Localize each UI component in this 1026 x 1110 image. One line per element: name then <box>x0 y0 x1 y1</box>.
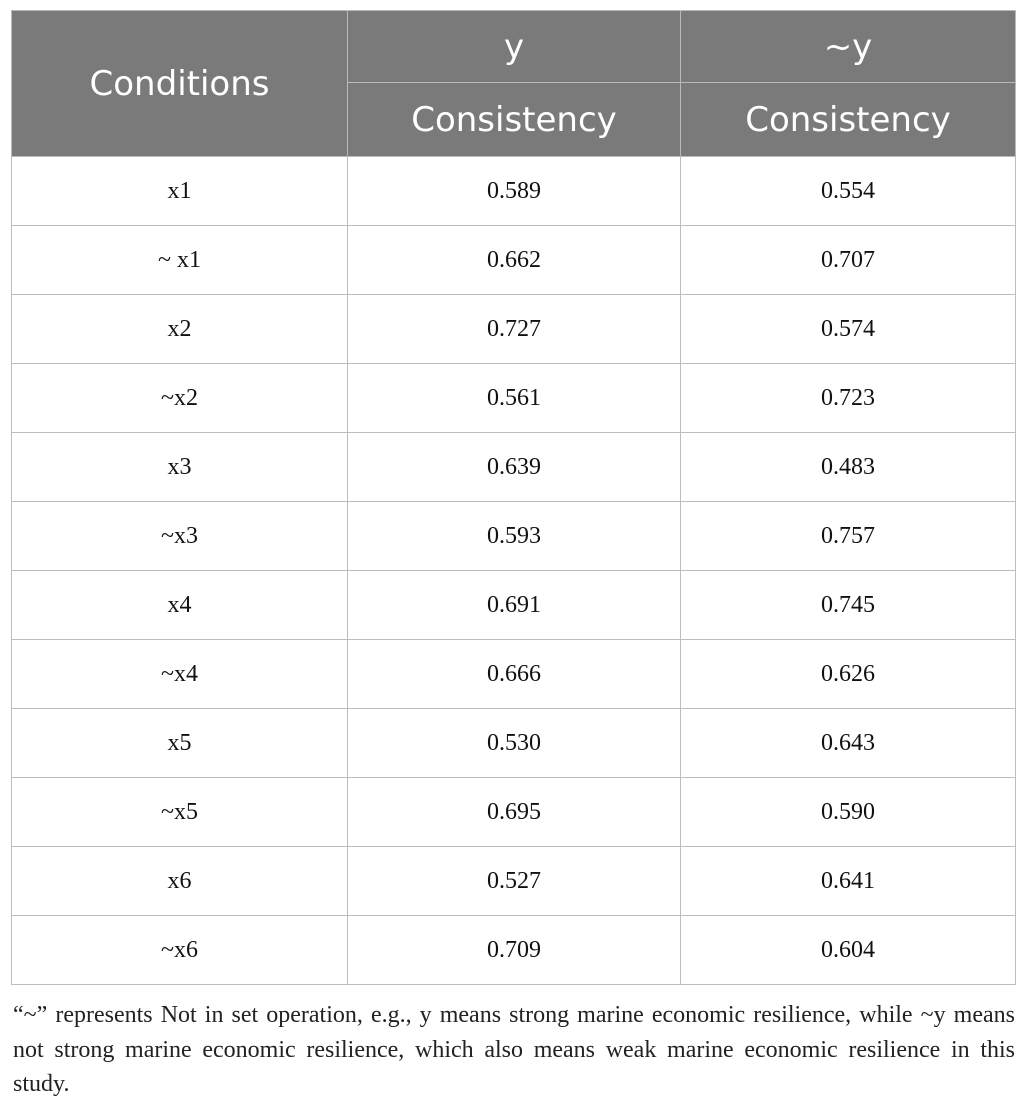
y-consistency-cell: 0.527 <box>348 847 681 916</box>
table-body <box>12 157 1016 985</box>
not-y-consistency-header: Consistency <box>681 83 1016 157</box>
y-consistency-cell: 0.662 <box>348 226 681 295</box>
y-group-header: y <box>348 11 681 83</box>
y-consistency-cell: 0.709 <box>348 916 681 985</box>
table-row <box>12 847 1016 916</box>
condition-cell: x6 <box>12 847 348 916</box>
table-row <box>12 571 1016 640</box>
condition-cell: x5 <box>12 709 348 778</box>
table-row <box>12 226 1016 295</box>
condition-cell: ~x4 <box>12 640 348 709</box>
not-y-consistency-cell: 0.641 <box>681 847 1016 916</box>
condition-cell: x2 <box>12 295 348 364</box>
y-consistency-cell: 0.695 <box>348 778 681 847</box>
table-row <box>12 157 1016 226</box>
y-consistency-cell: 0.589 <box>348 157 681 226</box>
consistency-table-container <box>11 10 1015 985</box>
condition-cell: ~x5 <box>12 778 348 847</box>
condition-cell: ~x6 <box>12 916 348 985</box>
table-row <box>12 295 1016 364</box>
not-y-consistency-cell: 0.626 <box>681 640 1016 709</box>
y-consistency-cell: 0.561 <box>348 364 681 433</box>
not-y-consistency-cell: 0.643 <box>681 709 1016 778</box>
header-row-1 <box>12 11 1016 83</box>
table-row <box>12 640 1016 709</box>
condition-cell: ~ x1 <box>12 226 348 295</box>
y-consistency-cell: 0.593 <box>348 502 681 571</box>
table-row <box>12 916 1016 985</box>
not-y-consistency-cell: 0.707 <box>681 226 1016 295</box>
table-footnote: “~” represents Not in set operation, e.g., y means strong marine economic resilience, while ~y means not strong marine economic resilience, which also means weak marine economic resilience in this study. <box>13 1002 1015 1097</box>
not-y-consistency-cell: 0.604 <box>681 916 1016 985</box>
conditions-header: Conditions <box>12 11 348 157</box>
not-y-consistency-cell: 0.483 <box>681 433 1016 502</box>
not-y-consistency-cell: 0.745 <box>681 571 1016 640</box>
y-consistency-cell: 0.666 <box>348 640 681 709</box>
y-consistency-cell: 0.727 <box>348 295 681 364</box>
not-y-consistency-cell: 0.574 <box>681 295 1016 364</box>
table-row <box>12 709 1016 778</box>
y-consistency-cell: 0.691 <box>348 571 681 640</box>
table-header <box>12 11 1016 157</box>
not-y-consistency-cell: 0.590 <box>681 778 1016 847</box>
condition-cell: ~x2 <box>12 364 348 433</box>
table-row <box>12 364 1016 433</box>
table-row <box>12 778 1016 847</box>
condition-cell: x4 <box>12 571 348 640</box>
not-y-consistency-cell: 0.757 <box>681 502 1016 571</box>
not-y-consistency-cell: 0.554 <box>681 157 1016 226</box>
not-y-consistency-cell: 0.723 <box>681 364 1016 433</box>
table-row <box>12 502 1016 571</box>
y-consistency-cell: 0.639 <box>348 433 681 502</box>
y-consistency-header: Consistency <box>348 83 681 157</box>
not-y-group-header: ~y <box>681 11 1016 83</box>
table-row <box>12 433 1016 502</box>
y-consistency-cell: 0.530 <box>348 709 681 778</box>
condition-cell: ~x3 <box>12 502 348 571</box>
consistency-table <box>11 10 1016 985</box>
condition-cell: x3 <box>12 433 348 502</box>
condition-cell: x1 <box>12 157 348 226</box>
